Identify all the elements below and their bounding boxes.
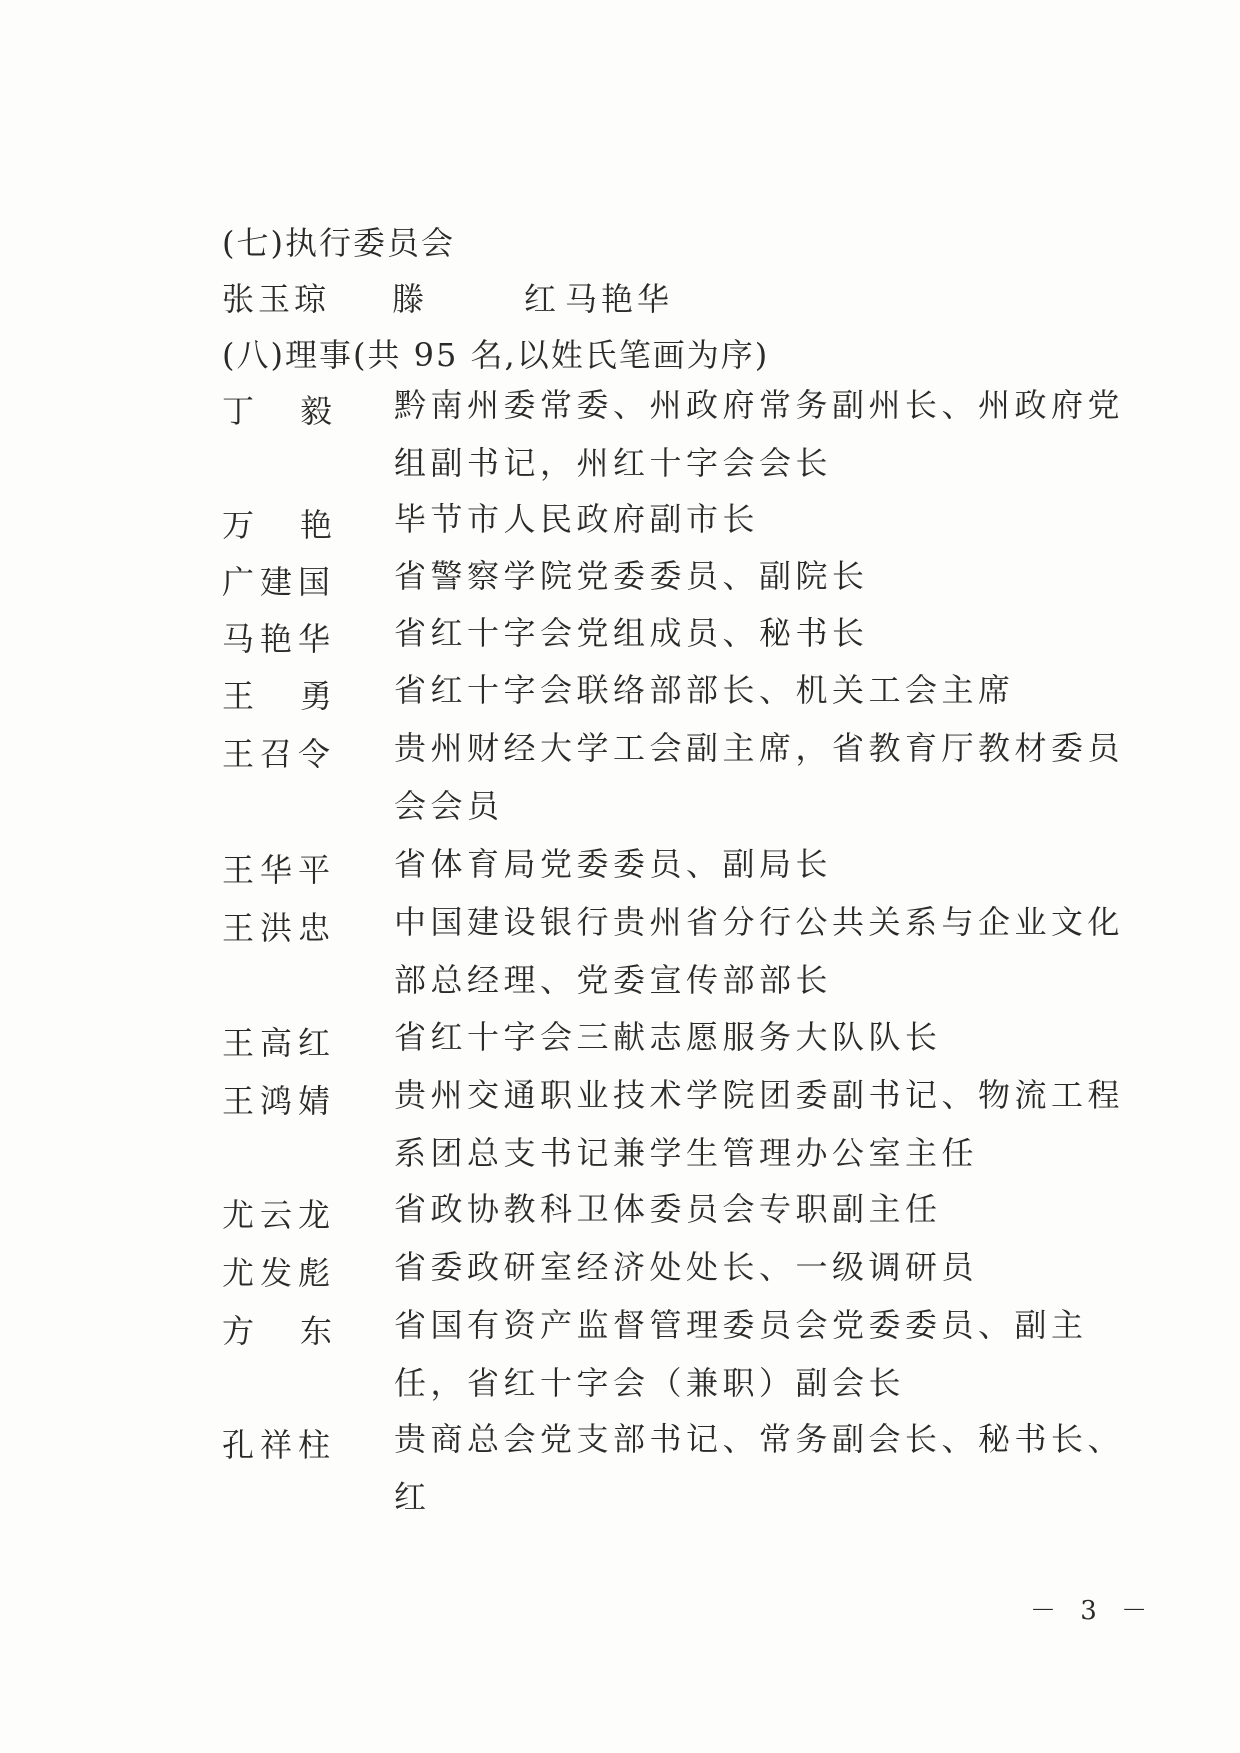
member-name: 方 东	[222, 1312, 332, 1350]
member-title: 黔南州委常委、州政府常务副州长、州政府党组副书记，州红十字会会长	[394, 386, 1125, 482]
member-title: 省委政研室经济处处长、一级调研员	[394, 1248, 979, 1286]
member-title: 省警察学院党委委员、副院长	[394, 557, 869, 595]
member-name: 尤云龙	[222, 1196, 332, 1234]
member-name: 王鸿婧	[222, 1082, 332, 1120]
member-name: 王召令	[222, 735, 332, 773]
member-name: 王洪忠	[222, 909, 332, 947]
member-name: 广建国	[222, 563, 332, 601]
member-title: 毕节市人民政府副市长	[394, 500, 760, 538]
executive-member: 张玉琼	[222, 280, 331, 318]
member-name: 王 勇	[222, 677, 332, 715]
member-title: 省红十字会三献志愿服务大队队长	[394, 1018, 942, 1056]
member-name: 王高红	[222, 1024, 332, 1062]
member-name: 尤发彪	[222, 1254, 332, 1292]
member-name: 丁 毅	[222, 392, 332, 430]
member-title: 省红十字会党组成员、秘书长	[394, 614, 869, 652]
member-title: 贵州财经大学工会副主席，省教育厅教材委员会会员	[394, 729, 1125, 825]
executive-committee-members	[222, 274, 1022, 318]
section-heading-council: (八)理事(共 95 名,以姓氏笔画为序)	[222, 336, 770, 374]
executive-member: 滕 红	[392, 280, 591, 318]
member-title: 中国建设银行贵州省分行公共关系与企业文化部总经理、党委宣传部部长	[394, 903, 1125, 999]
member-name: 马艳华	[222, 620, 332, 658]
member-name: 王华平	[222, 851, 332, 889]
member-title: 省体育局党委委员、副局长	[394, 845, 833, 883]
executive-member: 马艳华	[565, 280, 674, 318]
member-title: 省国有资产监督管理委员会党委委员、副主任，省红十字会（兼职）副会长	[394, 1306, 1088, 1402]
section-heading-executive-committee: (七)执行委员会	[222, 224, 455, 262]
member-title: 贵商总会党支部书记、常务副会长、秘书长、红	[394, 1420, 1125, 1516]
member-title: 省政协教科卫体委员会专职副主任	[394, 1190, 942, 1228]
page-number: － 3 －	[1030, 1596, 1156, 1626]
member-title: 贵州交通职业技术学院团委副书记、物流工程系团总支书记兼学生管理办公室主任	[394, 1076, 1125, 1172]
member-title: 省红十字会联络部部长、机关工会主席	[394, 671, 1015, 709]
member-name: 孔祥柱	[222, 1426, 332, 1464]
member-name: 万 艳	[222, 506, 332, 544]
